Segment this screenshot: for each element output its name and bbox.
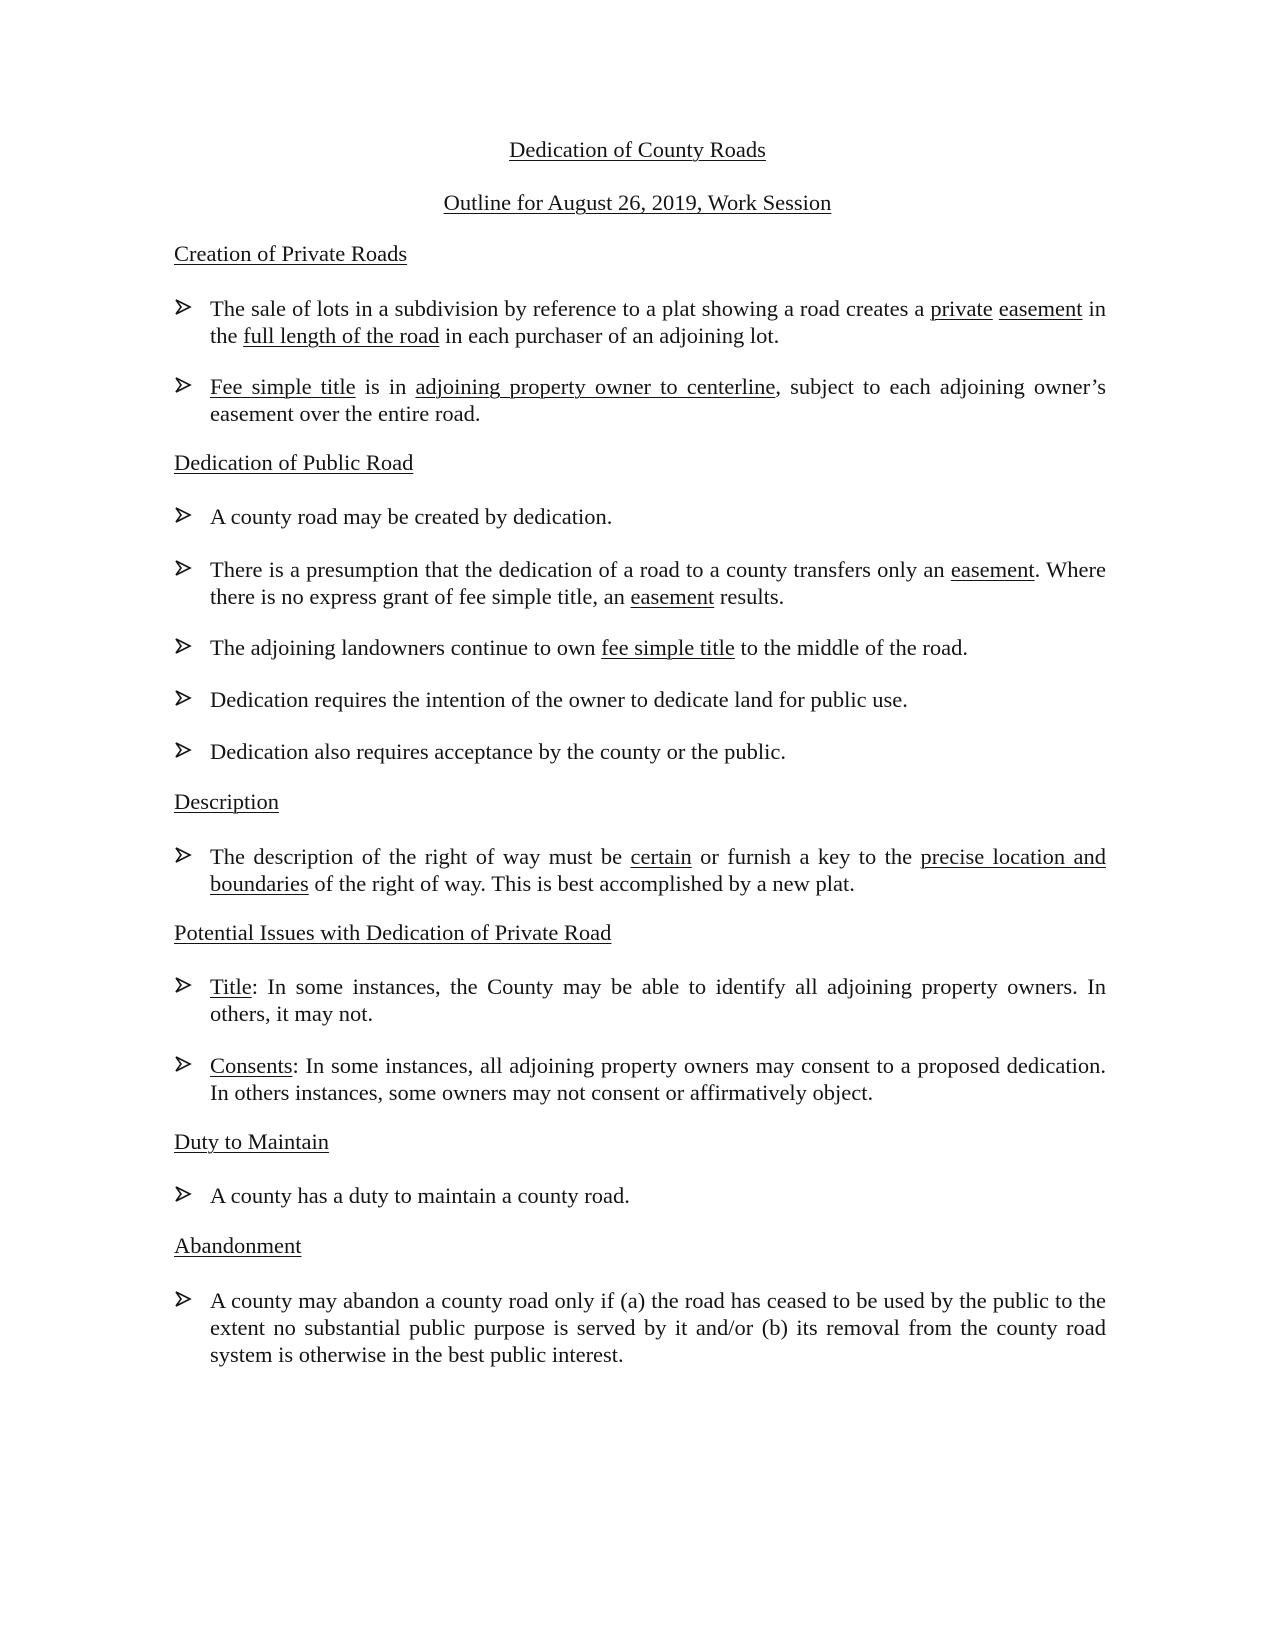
bullet-text: Fee simple title is in adjoining property owner to centerline, subject to each adjoining owner’s easement over the entire road. [210, 374, 1106, 426]
bullet-text: Dedication also requires acceptance by the county or the public. [210, 739, 787, 764]
arrow-bullet-icon [174, 1290, 192, 1308]
arrow-bullet-icon [174, 689, 192, 707]
bullet-text: There is a presumption that the dedication of a road to a county transfers only an easement. Where there is no express grant of fee simple title, an easement results. [210, 557, 1106, 609]
section-heading-duty-to-maintain: Duty to Maintain [174, 1129, 329, 1154]
section-heading-creation-of-private-roads: Creation of Private Roads [174, 241, 408, 266]
arrow-bullet-icon [174, 298, 192, 316]
section-heading-description: Description [174, 789, 279, 814]
section-heading-dedication-of-public-road: Dedication of Public Road [174, 450, 414, 475]
bullet-text: The description of the right of way must be certain or furnish a key to the precise location and boundaries of the right of way. This is best accomplished by a new plat. [210, 844, 1106, 896]
bullet-text: The adjoining landowners continue to own fee simple title to the middle of the road. [210, 635, 968, 660]
bullet-text: Dedication requires the intention of the owner to dedicate land for public use. [210, 687, 908, 712]
section-heading-abandonment: Abandonment [174, 1233, 302, 1258]
bullet-text: Consents: In some instances, all adjoining property owners may consent to a proposed dedication. In others instances, some owners may not consent or affirmatively object. [210, 1053, 1106, 1105]
arrow-bullet-icon [174, 976, 192, 994]
arrow-bullet-icon [174, 846, 192, 864]
arrow-bullet-icon [174, 637, 192, 655]
section-heading-potential-issues: Potential Issues with Dedication of Private Road [174, 920, 612, 945]
bullet-text: A county has a duty to maintain a county road. [210, 1183, 630, 1208]
bullet-text: Title: In some instances, the County may be able to identify all adjoining property owners. In others, it may not. [210, 974, 1106, 1026]
arrow-bullet-icon [174, 376, 192, 394]
bullet-text: The sale of lots in a subdivision by reference to a plat showing a road creates a private easement in the full length of the road in each purchaser of an adjoining lot. [210, 296, 1106, 348]
document-subtitle: Outline for August 26, 2019, Work Session [443, 190, 832, 215]
document-title: Dedication of County Roads [509, 137, 766, 162]
arrow-bullet-icon [174, 1055, 192, 1073]
arrow-bullet-icon [174, 559, 192, 577]
arrow-bullet-icon [174, 1185, 192, 1203]
arrow-bullet-icon [174, 506, 192, 524]
bullet-text: A county road may be created by dedication. [210, 504, 613, 529]
bullet-text: A county may abandon a county road only if (a) the road has ceased to be used by the public to the extent no substantial public purpose is served by it and/or (b) its removal from the county road system is otherwise in the best public interest. [210, 1288, 1106, 1367]
arrow-bullet-icon [174, 741, 192, 759]
